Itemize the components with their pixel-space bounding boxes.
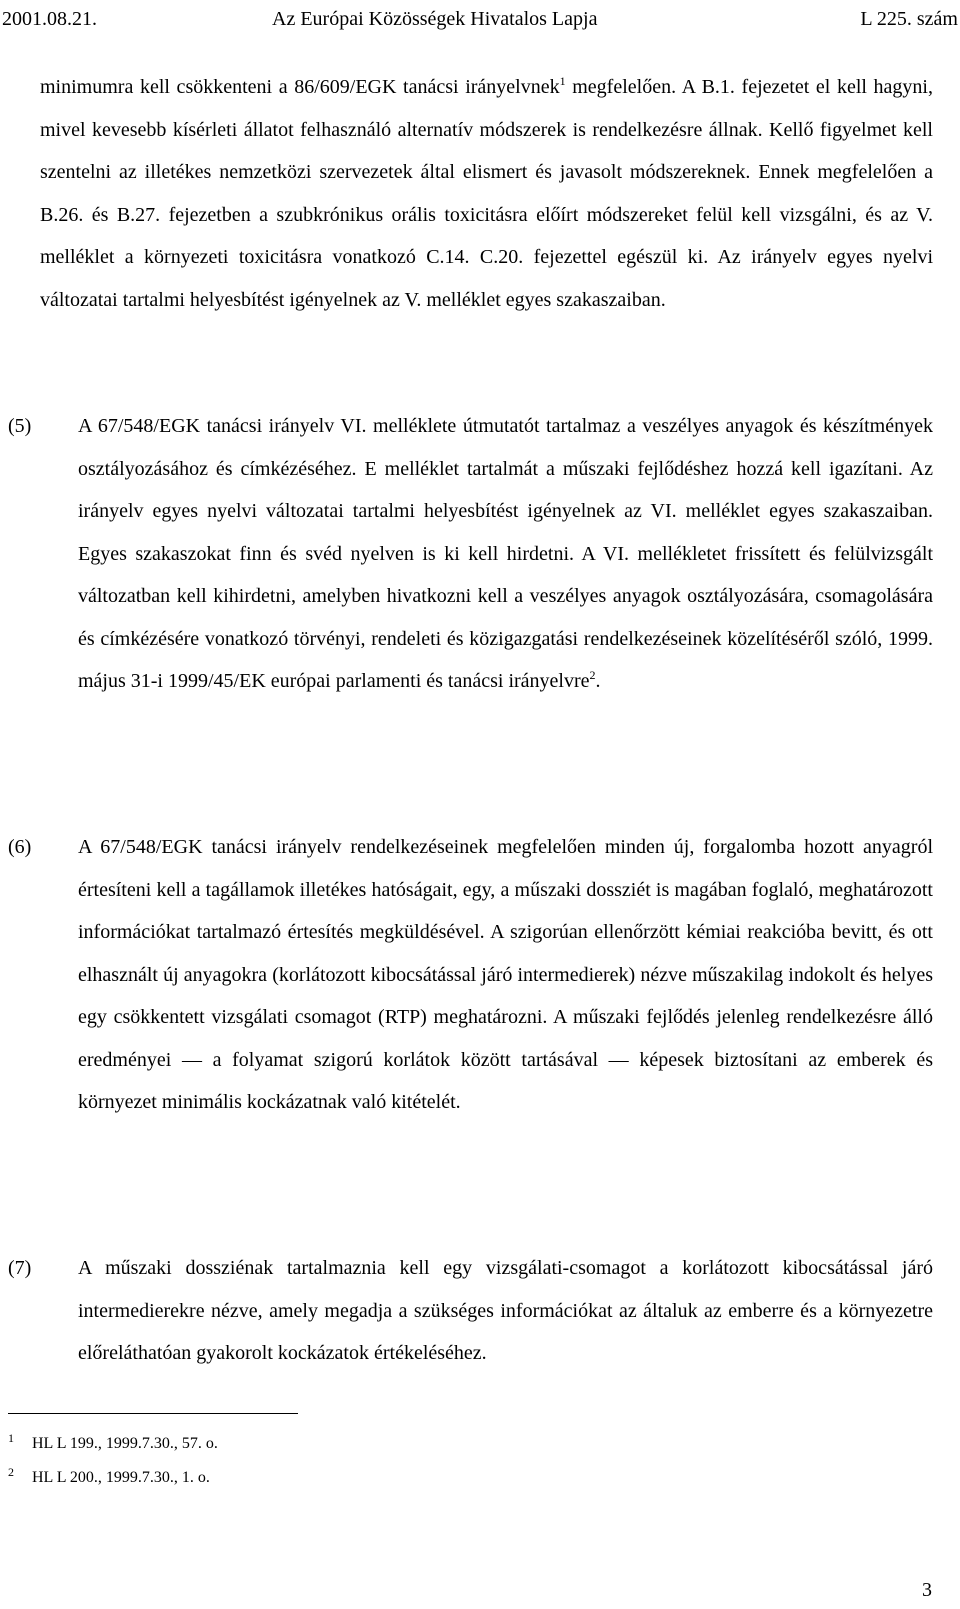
page-number: 3 [922, 1579, 932, 1601]
page-header [0, 4, 960, 34]
footnote-number: 1 [8, 1431, 14, 1445]
footnote-text: HL L 200., 1999.7.30., 1. o. [32, 1469, 210, 1486]
paragraph-text: A 67/548/EGK tanácsi irányelv VI. melléklete útmutatót tartalmaz a veszélyes anyagok és készítmények osztályozásához és címkézéséhez. E melléklet tartalmát a műszaki fejlődéshez hozzá kell igazítani. Az irányelv egyes nyelvi változatai tartalmi helyesbítést igényelnek az VI. melléklet egyes szakaszaiban. Egyes szakaszokat finn és svéd nyelven is ki kell hirdetni. A VI. mellékletet frissített és felülvizsgált változatban kell kihirdetni, amelyben hivatkozni kell a veszélyes anyagok osztályozására, csomagolására és címkézésére vonatkozó törvényi, rendeleti és közigazgatási rendelkezéseinek közelítéséről szóló, 1999. május 31-i 1999/45/EK európai parlamenti és tanácsi irányelvre [78, 415, 933, 692]
footnote-text: HL L 199., 1999.7.30., 57. o. [32, 1435, 218, 1452]
continued-paragraph [40, 66, 933, 321]
paragraph-number: (7) [8, 1257, 32, 1279]
footnote-separator [8, 1413, 298, 1414]
footnote-ref-2: 2 [589, 668, 596, 682]
paragraph-number: (5) [8, 415, 32, 437]
continued-paragraph-text: minimumra kell csökkenteni a 86/609/EGK tanácsi irányelvnek [40, 76, 560, 98]
paragraph-body: A 67/548/EGK tanácsi irányelv rendelkezéseinek megfelelően minden új, forgalomba hozott anyagról értesíteni kell a tagállamok illetékes hatóságait, egy, a műszaki dossziét is magában foglaló, meghatározott információkat tartalmazó értesítés megküldésével. A szigorúan ellenőrzött kémiai reakcióba bevitt, és ott elhasznált új anyagokra (korlátozott kibocsátással járó intermedierek) nézve műszakilag indokolt és helyes egy csökkentett vizsgálati csomagot (RTP) meghatározni. A műszaki fejlődés jelenleg rendelkezésre álló eredményei — a folyamat szigorú korlátok között tartásával — képesek biztosítani az emberek és környezet minimális kockázatnak való kitételét. [78, 836, 933, 1113]
paragraph-text-end: . [595, 670, 601, 692]
footnote-number: 2 [8, 1465, 14, 1479]
paragraph-number: (6) [8, 836, 32, 858]
paragraph-body [78, 405, 933, 703]
paragraph-body: A műszaki dossziénak tartalmaznia kell egy vizsgálati-csomagot a korlátozott kibocsátással járó intermedierekre nézve, amely megadja a szükséges információkat az általuk az emberre és a környezetre előreláthatóan gyakorolt kockázatok értékeléséhez. [78, 1257, 933, 1364]
header-journal-title: Az Európai Közösségek Hivatalos Lapja [272, 8, 598, 30]
footnote-ref-1: 1 [559, 74, 566, 88]
header-date: 2001.08.21. [2, 8, 97, 30]
continued-paragraph-text-2: megfelelően. A B.1. fejezetet el kell hagyni, mivel kevesebb kísérleti állatot felhasználó alternatív módszerek is rendelkezésre állnak. Kellő figyelmet kell szentelni az illetékes nemzetközi szervezetek által elismert és javasolt módszereknek. Ennek megfelelően a B.26. és B.27. fejezetben a szubkrónikus orális toxicitásra előírt módszereket felül kell vizsgálni, és az V. melléklet a környezeti toxicitásra vonatkozó C.14. C.20. fejezettel egészül ki. Az irányelv egyes nyelvi változatai tartalmi helyesbítést igényelnek az V. melléklet egyes szakaszaiban. [40, 76, 933, 311]
header-issue-number: L 225. szám [860, 8, 958, 30]
